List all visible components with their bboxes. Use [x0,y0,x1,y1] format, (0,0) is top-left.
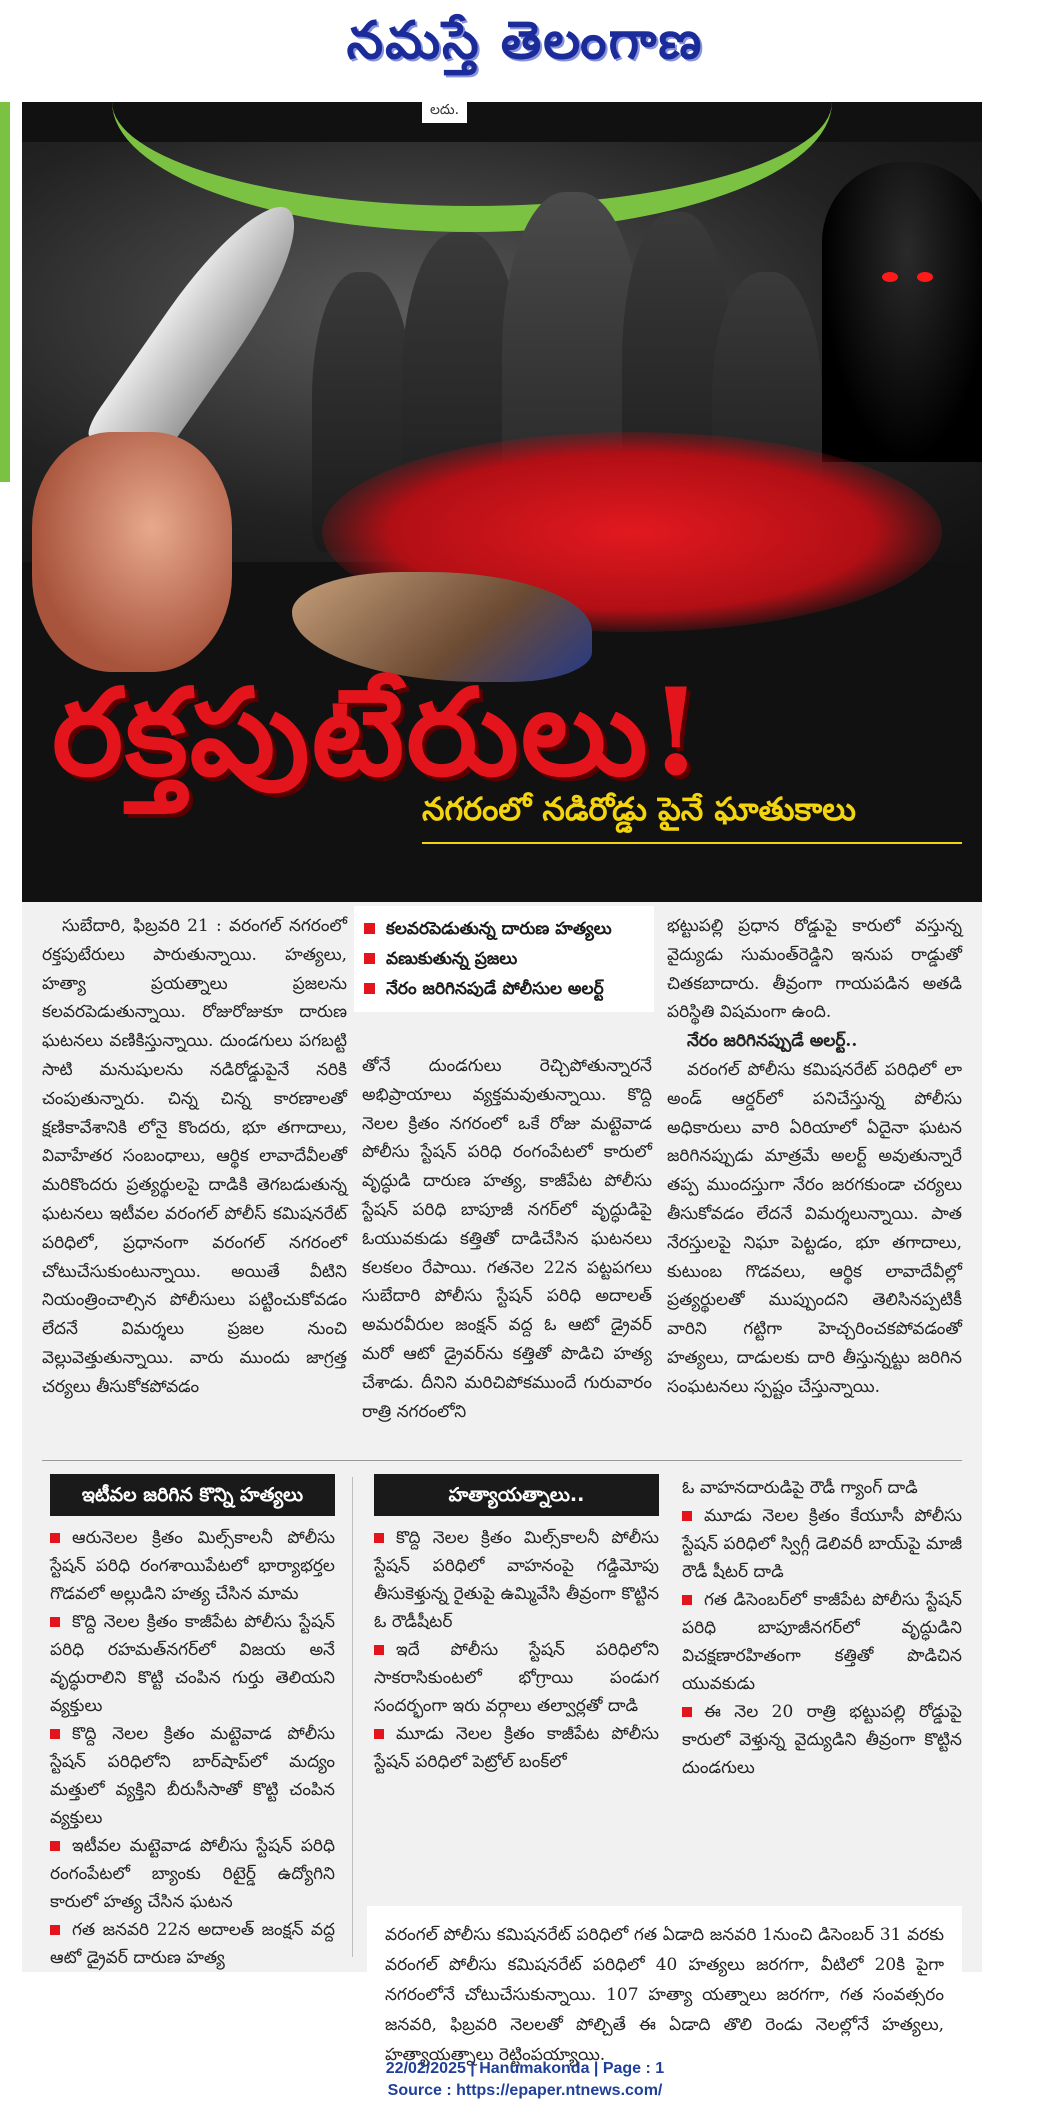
bullet-icon [374,1645,384,1655]
arc-note-text: లదు. [422,102,467,123]
bullet-icon [374,1533,384,1543]
attempted-murders-list [374,1524,659,1776]
statistics-box: వరంగల్ పోలీసు కమిషనరేట్ పరిధిలో గత ఏడాది జనవరి 1నుంచి డిసెంబర్ 31 వరకు వరంగల్ పోలీసు కమిషనరేట్ పరిధిలో 40 హత్యలు జరగగా, వీటిలో 20కి పైగా నగరంలోనే చోటుచేసుకున్నాయి. 107 హత్యా యత్నాలు జరగగా, గత సంవత్సరం జనవరి, ఫిబ్రవరి నెలలతో పోల్చితే ఈ ఏడాది తొలి రెండు నెలల్లోనే హత్యలు, హత్యాయత్నాలు రెట్టింపయ్యాయి. [367,1906,962,2084]
bullet-icon [682,1595,692,1605]
hooded-figure [822,162,982,462]
box-title-recent-murders: ఇటీవల జరిగిన కొన్ని హత్యలు [50,1474,335,1516]
highlight-item: కలవరపెడుతున్న దారుణ హత్యలు [364,914,644,944]
bullet-icon [682,1511,692,1521]
bullet-icon [50,1533,60,1543]
bullet-icon [50,1925,60,1935]
bullet-icon [50,1729,60,1739]
highlights-box [354,906,654,1012]
article-column-1 [42,912,347,1402]
bullet-icon [50,1617,60,1627]
list-item-continued: ఓ వాహనదారుడిపై రౌడీ గ్యాంగ్ దాడి [682,1478,918,1498]
accent-bar [0,102,10,482]
bullet-icon [374,1729,384,1739]
footer-date-edition: 22/02/2025 | Hanumakonda | Page : 1 [385,2060,665,2077]
section-subheading: నేరం జరిగినప్పుడే అలర్ట్.. [687,1031,858,1052]
list-item: ఈ నెల 20 రాత్రి భట్టుపల్లి రోడ్డుపై కారులో వెళ్తున్న వైద్యుడిని తీవ్రంగా కొట్టిన దుండగులు [682,1702,962,1778]
column-divider [352,1477,353,1957]
section-divider [42,1460,962,1461]
red-eye-icon [882,272,898,282]
red-eye-icon [917,272,933,282]
box-title-attempted-murders: హత్యాయత్నాలు.. [374,1474,659,1516]
paragraph: భట్టుపల్లి ప్రధాన రోడ్డుపై కారులో వస్తున్న వైద్యుడు సుమంత్‌రెడ్డిని ఇనుప రాడ్డుతో చితకబాదారు. తీవ్రంగా గాయపడిన అతడి పరిస్థితి విషమంగా ఉంది. [667,916,962,1023]
paragraph: సుబేదారి, ఫిబ్రవరి 21 : వరంగల్ నగరంలో రక్తపుటేరులు పారుతున్నాయి. హత్యలు, హత్యా ప్రయత్నాలు ప్రజలను కలవరపెడుతున్నాయి. రోజురోజుకూ దారుణ ఘటనలు వణికిస్తున్నాయి. దుండగులు పగబట్టి సాటి మనుషులను నడిరోడ్డుపైనే నరికి చంపుతున్నారు. చిన్న చిన్న కారణాలతో క్షణికావేశానికి లోనై కొందరు, భూ తగాదాలు, వివాహేతర సంబంధాలు, ఆర్థిక లావాదేవీలతో మరికొందరు ప్రత్యర్థులపై దాడికి తెగబడుతున్న ఘటనలు ఇటీవల వరంగల్ పోలీస్ కమిషనరేట్ పరిధిలో, ప్రధానంగా వరంగల్ నగరంలో చోటుచేసుకుంటున్నాయి. అయితే వీటిని నియంత్రించాల్సిన పోలీసులు పట్టించుకోవడం లేదనే విమర్శలు ప్రజల నుంచి వెల్లువెత్తుతున్నాయి. వారు ముందు జాగ్రత్త చర్యలు తీసుకోకపోవడం [42,916,347,1397]
list-item: గత జనవరి 22న అదాలత్ జంక్షన్ వద్ద ఆటో డ్రైవర్ దారుణ హత్య [50,1920,335,1968]
subheadline-rule [422,842,962,844]
list-item: మూడు నెలల క్రితం కేయూసీ పోలీసు స్టేషన్ పరిధిలో స్విగ్గీ డెలివరీ బాయ్‌పై మాజీ రౌడీ షీటర్ దాడి [682,1506,962,1582]
bullet-icon [50,1841,60,1851]
list-item: ఆరునెలల క్రితం మిల్స్‌కాలనీ పోలీసు స్టేషన్ పరిధి రంగశాయిపేటలో భార్యాభర్తల గొడవలో అల్లుడిని హత్య చేసిన మామ [50,1528,335,1604]
list-item: కొద్ది నెలల క్రితం మట్టెవాడ పోలీసు స్టేషన్ పరిధిలోని బార్‌షాప్‌లో మద్యం మత్తులో వ్యక్తిని బీరుసీసాతో కొట్టి చంపిన వ్యక్తులు [50,1724,335,1828]
bullet-icon [364,953,375,964]
list-item: మూడు నెలల క్రితం కాజీపేట పోలీసు స్టేషన్ పరిధిలో పెట్రోల్ బంక్‌లో [374,1724,659,1772]
list-item: గత డిసెంబర్‌లో కాజీపేట పోలీసు స్టేషన్ పరిధి బాపూజీనగర్‌లో వృద్ధుడిని విచక్షణారహితంగా కత్తితో పొడిచిన యువకుడు [682,1590,962,1694]
newspaper-logo: నమస్తే తెలంగాణ [346,10,704,71]
highlight-item: వణుకుతున్న ప్రజలు [364,944,644,974]
article-body [22,902,982,2065]
bloody-hand [32,432,232,672]
news-clipping [22,102,982,2065]
headline: రక్తపుటేరులు! [52,662,705,803]
hero-illustration [22,102,982,902]
paragraph: వరంగల్ పోలీసు కమిషనరేట్ పరిధిలో లా అండ్ ఆర్డర్‌లో పనిచేస్తున్న పోలీసు అధికారులు వారి ఏరియాలో ఏదైనా ఘటన జరిగినప్పుడు మాత్రమే అలర్ట్ అవుతున్నారే తప్ప ముందస్తుగా నేరం జరగకుండా చర్యలు తీసుకోవడం లేదనే విమర్శలున్నాయి. పాత నేరస్తులపై నిఘా పెట్టడం, భూ తగాదాలు, కుటుంబ గొడవలు, ఆర్థిక లావాదేవీల్లో ప్రత్యర్థులతో ముప్పుందని తెలిసినప్పటికీ వారిని గట్టిగా హెచ్చరించకపోవడంతో హత్యలు, దాడులకు దారి తీస్తున్నట్టు జరిగిన సంఘటనలు స్పష్టం చేస్తున్నాయి. [667,1059,962,1397]
bullet-icon [364,923,375,934]
article-column-2 [362,1052,652,1426]
paragraph: తోనే దుండగులు రెచ్చిపోతున్నారనే అభిప్రాయాలు వ్యక్తమవుతున్నాయి. కొద్ది నెలల క్రితం నగరంలో ఒకే రోజు మట్టెవాడ పోలీసు స్టేషన్ పరిధి రంగంపేటలో కారులో వృద్ధుడి దారుణ హత్య, కాజీపేట పోలీసు స్టేషన్ పరిధి బాపూజీ నగర్‌లో వృద్ధుడిపై ఓయువకుడు కత్తితో దాడిచేసిన ఘటనలు కలకలం రేపాయి. గతనెల 22న పట్టపగలు సుబేదారి పోలీసు స్టేషన్ పరిధి అదాలత్ అమరవీరుల జంక్షన్ వద్ద ఓ ఆటో డ్రైవర్ మరో ఆటో డ్రైవర్‌ను కత్తితో పొడిచి హత్య చేశాడు. దీనిని మరిచిపోకముందే గురువారం రాత్రి నగరంలోని [362,1056,652,1422]
highlight-item: నేరం జరిగినపుడే పోలీసుల అలర్ట్ [364,974,644,1004]
attempted-murders-list-continued [682,1474,962,1782]
article-column-3 [667,912,962,1402]
list-item: కొద్ది నెలల క్రితం కాజీపేట పోలీసు స్టేషన్ పరిధి రహమత్‌నగర్‌లో విజయ అనే వృద్ధురాలిని కొట్టి చంపిన గుర్తు తెలియని వ్యక్తులు [50,1612,335,1716]
bullet-icon [682,1707,692,1717]
list-item: ఇదే పోలీసు స్టేషన్ పరిధిలోని సాకరాసికుంటలో భోగ్రాయి పండుగ సందర్భంగా ఇరు వర్గాలు తల్వార్లతో దాడి [374,1640,659,1716]
subheadline: నగరంలో నడిరోడ్డు పైనే ఘాతుకాలు [422,790,856,828]
bullet-icon [364,983,375,994]
list-item: కొద్ది నెలల క్రితం మిల్స్‌కాలనీ పోలీసు స్టేషన్ పరిధిలో వాహనంపై గడ్డిమోపు తీసుకెళ్తున్న రైతుపై ఉమ్మివేసి తీవ్రంగా కొట్టిన ఓ రౌడీషీటర్ [374,1528,659,1632]
masthead [0,0,1050,100]
recent-murders-list [50,1524,335,1972]
list-item: ఇటీవల మట్టెవాడ పోలీసు స్టేషన్ పరిధి రంగంపేటలో బ్యాంకు రిటైర్డ్ ఉద్యోగిని కారులో హత్య చేసిన ఘటన [50,1836,335,1912]
footer-source: Source : https://epaper.ntnews.com/ [387,2082,663,2099]
